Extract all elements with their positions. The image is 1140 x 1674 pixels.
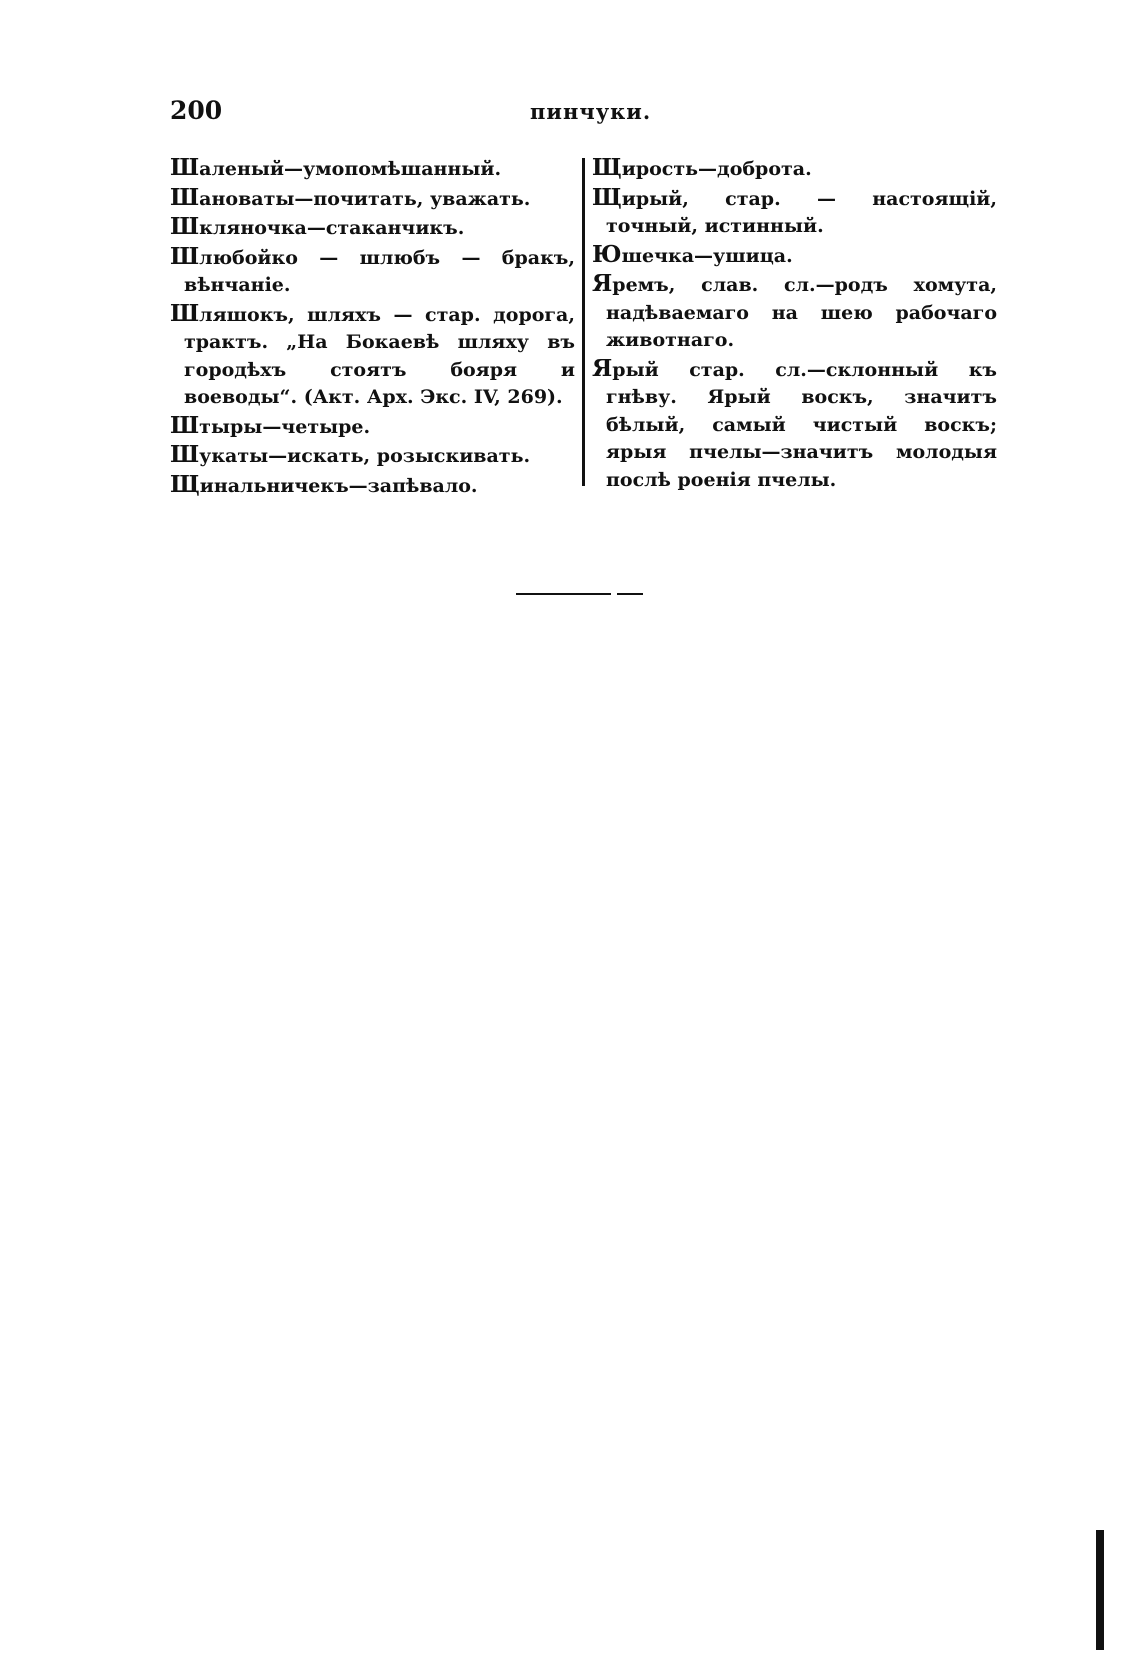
entry-initial: Ш: [170, 242, 200, 270]
entry-initial: Я: [592, 354, 613, 382]
entry-initial: Щ: [170, 470, 200, 498]
entry-text: укаты—искать, розыскивать.: [199, 445, 531, 467]
entry-initial: Ш: [170, 299, 200, 327]
scan-edge-mark: [1096, 1530, 1104, 1650]
entry-text: ирый, стар. — настоящій, точный, истинный.: [606, 187, 997, 237]
dictionary-entry: [592, 270, 997, 355]
entry-initial: Ш: [170, 441, 200, 468]
dictionary-entry: [170, 213, 575, 243]
dictionary-entry: [592, 184, 997, 241]
dictionary-entry: [170, 154, 575, 184]
dictionary-entry: [170, 441, 575, 471]
section-end-rule: [516, 593, 611, 595]
entry-text: кляночка—стаканчикъ.: [199, 217, 465, 239]
entry-initial: Я: [592, 270, 613, 297]
dictionary-entry: [592, 355, 997, 495]
page-number: 200: [170, 96, 223, 125]
entry-initial: Щ: [592, 154, 622, 181]
entry-text: шечка—ушица.: [621, 244, 793, 267]
entry-text: ановаты—почитать, уважать.: [199, 187, 531, 210]
entry-initial: Ш: [170, 183, 200, 211]
dictionary-entry: [170, 412, 575, 442]
entry-text: ляшокъ, шляхъ — стар. дорога, трактъ. „На Бокаевѣ шляху въ городѣхъ стоятъ бояря и воеводы“. (Акт. Арх. Экс. IV, 269).: [184, 303, 575, 408]
column-divider: [582, 158, 585, 486]
section-end-rule: [617, 593, 643, 595]
running-head: пинчуки.: [530, 99, 652, 124]
entry-text: тыры—четыре.: [199, 415, 371, 438]
entry-initial: Ю: [592, 240, 622, 268]
dictionary-entry: [170, 471, 575, 501]
entry-text: аленый—умопомѣшанный.: [199, 158, 502, 180]
entry-text: любойко — шлюбъ — бракъ, вѣнчаніе.: [184, 246, 575, 296]
entry-text: инальничекъ—запѣвало.: [199, 474, 478, 497]
dictionary-entry: [170, 300, 575, 412]
entry-text: ирость—доброта.: [621, 158, 812, 180]
entry-text: ремъ, слав. сл.—родъ хомута, надѣваемаго на шею рабочаго животнаго.: [606, 274, 997, 351]
dictionary-entry: [170, 243, 575, 300]
dictionary-entry: [592, 241, 997, 271]
entry-initial: Ш: [170, 411, 200, 439]
entry-initial: Ш: [170, 154, 200, 181]
entry-initial: Ш: [170, 213, 200, 240]
page-header: [170, 96, 990, 130]
entry-initial: Щ: [592, 183, 622, 211]
left-column: [170, 154, 575, 500]
entry-text: рый стар. сл.—склонный къ гнѣву. Ярый воскъ, значитъ бѣлый, самый чистый воскъ; ярыя пчелы—значитъ молодыя послѣ роенія пчелы.: [606, 358, 997, 491]
dictionary-entry: [170, 184, 575, 214]
dictionary-entry: [592, 154, 997, 184]
right-column: [592, 154, 997, 494]
